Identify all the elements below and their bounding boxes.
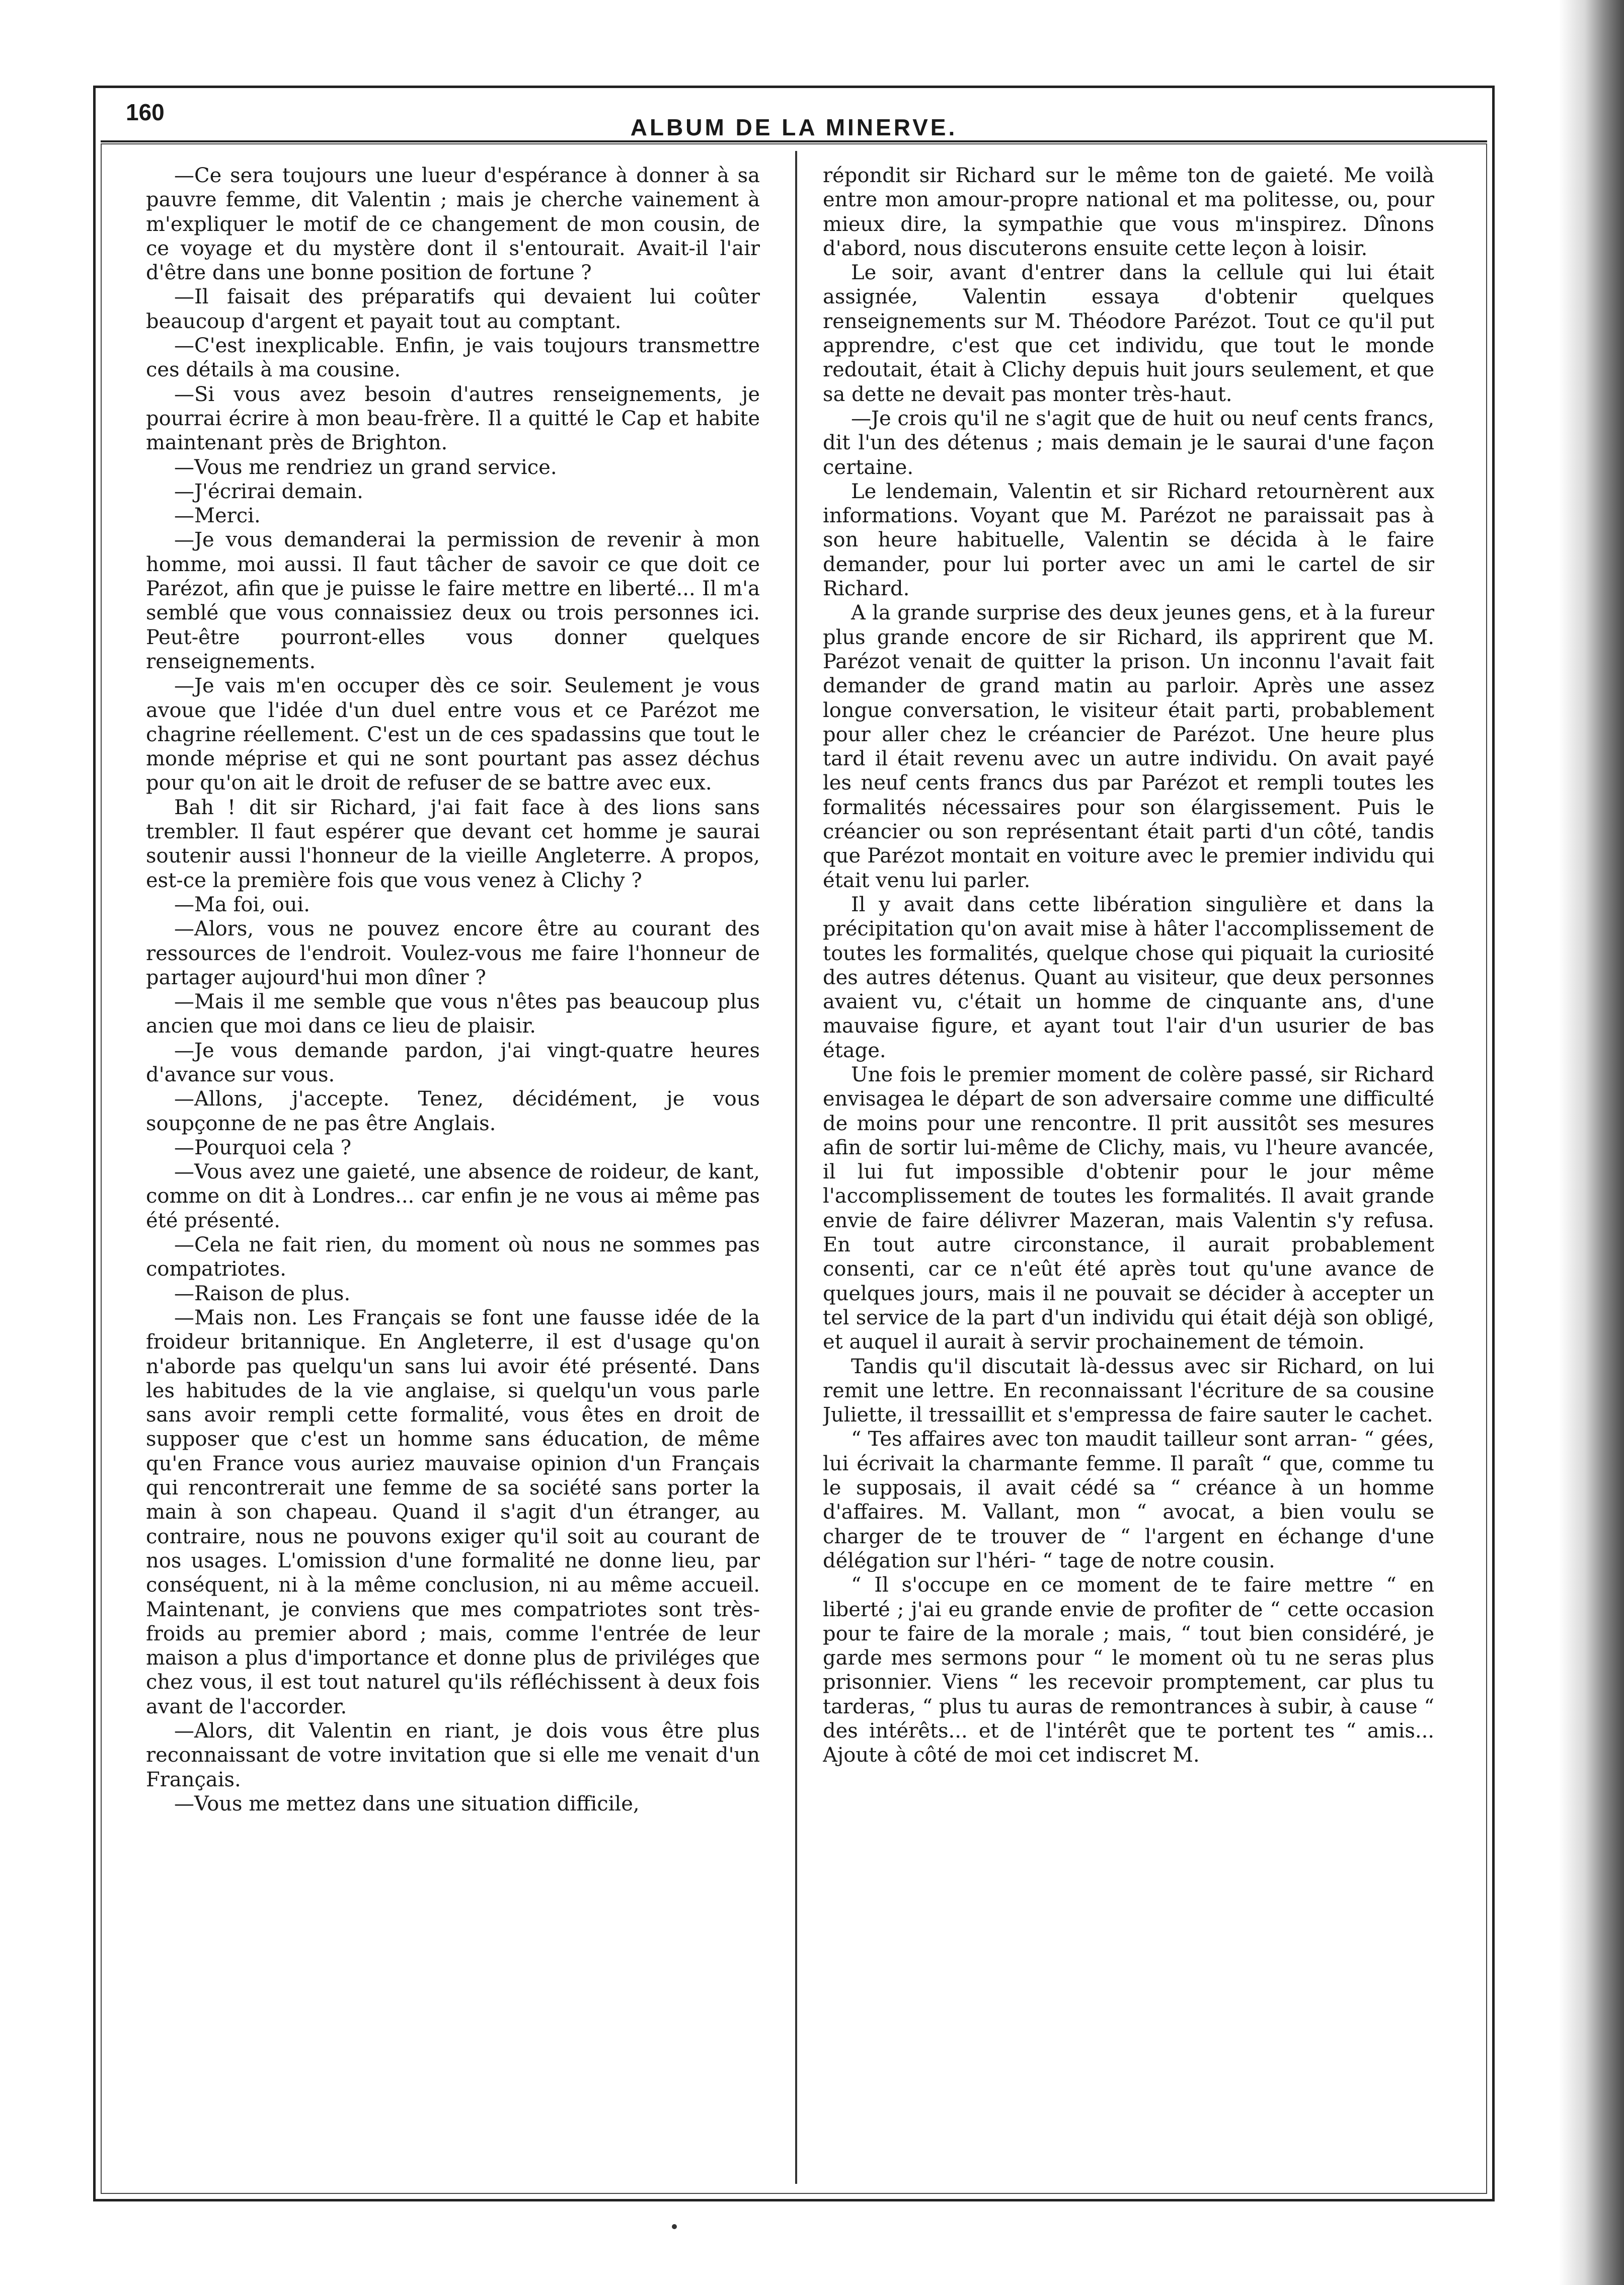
- paragraph: —Cela ne fait rien, du moment où nous ne sommes pas compatriotes.: [146, 1233, 760, 1281]
- paragraph: répondit sir Richard sur le même ton de gaieté. Me voilà entre mon amour-propre national et ma politesse, ou, pour mieux dire, la sympathie que vous m'inspirez. Dînons d'abord, nous discuterons ensuite cette leçon à loisir.: [823, 164, 1434, 260]
- paragraph: —J'écrirai demain.: [174, 480, 363, 503]
- paragraph: —Je vous demande pardon, j'ai vingt-quatre heures d'avance sur vous.: [146, 1039, 760, 1086]
- paragraph: Une fois le premier moment de colère passé, sir Richard envisagea le départ de son adversaire comme une difficulté de moins pour une rencontre. Il prit aussitôt ses mesures afin de sortir lui-même de Clichy, mais, vu l'heure avancée, il lui fut impossible d'obtenir pour le jour même l'accomplissement de toutes les formalités. Il avait grande envie de faire délivrer Mazeran, mais Valentin s'y refusa. En tout autre circonstance, il aurait probablement consenti, car ce n'eût été après tout qu'une avance de quelques jours, mais il ne pouvait se décider à accepter un tel service de la part d'un individu qui était déjà son obligé, et auquel il aurait à servir prochainement de témoin.: [823, 1063, 1434, 1354]
- running-title: ALBUM DE LA MINERVE.: [630, 114, 958, 140]
- paragraph: —C'est inexplicable. Enfin, je vais toujours transmettre ces détails à ma cousine.: [146, 334, 760, 382]
- paragraph: —Alors, vous ne pouvez encore être au courant des ressources de l'endroit. Voulez-vous me faire l'honneur de partager aujourd'hui mon dîner ?: [146, 917, 760, 989]
- paragraph: —Pourquoi cela ?: [174, 1136, 352, 1159]
- right-column: [823, 164, 1434, 2176]
- paragraph: —Mais il me semble que vous n'êtes pas beaucoup plus ancien que moi dans ce lieu de plaisir.: [146, 990, 760, 1038]
- paragraph: Tandis qu'il discutait là-dessus avec sir Richard, on lui remit une lettre. En reconnaissant l'écriture de sa cousine Juliette, il tressaillit et s'empressa de faire sauter le cachet.: [823, 1355, 1434, 1427]
- paragraph: —Allons, j'accepte. Tenez, décidément, je vous soupçonne de ne pas être Anglais.: [146, 1087, 760, 1135]
- paragraph: —Vous me mettez dans une situation difficile,: [174, 1792, 640, 1816]
- paragraph: Le lendemain, Valentin et sir Richard retournèrent aux informations. Voyant que M. Parézot ne paraissait pas à son heure habituelle, Valentin se décida à le faire demander, pour lui porter avec un ami le cartel de sir Richard.: [823, 480, 1434, 601]
- paragraph: —Raison de plus.: [174, 1282, 351, 1305]
- paragraph: —Je vous demanderai la permission de revenir à mon homme, moi aussi. Il faut tâcher de savoir ce que doit ce Parézot, afin que je puisse le faire mettre en liberté... Il m'a semblé que vous connaissiez deux ou trois personnes ici. Peut-être pourront-elles vous donner quelques renseignements.: [146, 528, 760, 673]
- paragraph: Il y avait dans cette libération singulière et dans la précipitation qu'on avait mise à hâter l'accomplissement de toutes les formalités, quelque chose qui piquait la curiosité des autres détenus. Quant au visiteur, que deux personnes avaient vu, c'était un homme de cinquante ans, d'une mauvaise figure, et ayant tout l'air d'un usurier de bas étage.: [823, 893, 1434, 1062]
- letter-paragraph: “ Il s'occupe en ce moment de te faire mettre “ en liberté ; j'ai eu grande envie de profiter de “ cette occasion pour te faire de la morale ; mais, “ tout bien considéré, je garde mes sermons pour “ le moment où tu ne seras plus prisonnier. Viens “ les recevoir promptement, car plus tu tarderas, “ plus tu auras de remontrances à subir, à cause “ des intérêts... et de l'intérêt que te portent tes “ amis... Ajoute à côté de moi cet indiscret M.: [823, 1573, 1434, 1767]
- page-header: [101, 90, 1487, 142]
- paragraph: —Mais non. Les Français se font une fausse idée de la froideur britannique. En Angleterre, il est d'usage qu'on n'aborde pas quelqu'un sans lui avoir été présenté. Dans les habitudes de la vie anglaise, si quelqu'un vous parle sans avoir rempli cette formalité, vous êtes en droit de supposer que c'est un homme sans éducation, de même qu'en France vous auriez mauvaise opinion d'un Français qui rencontrerait une femme de sa société sans porter la main à son chapeau. Quand il s'agit d'un étranger, au contraire, nous ne pouvons exiger qu'il soit au courant de nos usages. L'omission d'une formalité ne donne lieu, par conséquent, ni à la même conclusion, ni au même accueil. Maintenant, je conviens que mes compatriotes sont très-froids au premier abord ; mais, comme l'entrée de leur maison a plus d'importance et donne plus de priviléges que chez vous, il est tout naturel qu'ils réfléchissent à deux fois avant de l'accorder.: [146, 1306, 760, 1718]
- paragraph: Bah ! dit sir Richard, j'ai fait face à des lions sans trembler. Il faut espérer que devant cet homme je saurai soutenir aussi l'honneur de la vieille Angleterre. A propos, est-ce la première fois que vous venez à Clichy ?: [146, 796, 760, 892]
- left-column: [146, 164, 760, 2176]
- paragraph: —Je crois qu'il ne s'agit que de huit ou neuf cents francs, dit l'un des détenus ; mais demain je le saurai d'une façon certaine.: [823, 407, 1434, 479]
- column-divider: [795, 151, 797, 2184]
- binding-shadow: [1559, 0, 1624, 2285]
- paragraph: —Il faisait des préparatifs qui devaient lui coûter beaucoup d'argent et payait tout au comptant.: [146, 285, 760, 333]
- paragraph: Le soir, avant d'entrer dans la cellule qui lui était assignée, Valentin essaya d'obtenir quelques renseignements sur M. Théodore Parézot. Tout ce qu'il put apprendre, c'est que cet individu, que tout le monde redoutait, était à Clichy depuis huit jours seulement, et que sa dette ne devait pas monter très-haut.: [823, 261, 1434, 406]
- paragraph: —Ma foi, oui.: [174, 893, 310, 916]
- paragraph: —Je vais m'en occuper dès ce soir. Seulement je vous avoue que l'idée d'un duel entre vous et ce Parézot me chagrine réellement. C'est un de ces spadassins que tout le monde méprise et qui ne sont pourtant pas assez déchus pour qu'on ait le droit de refuser de se battre avec eux.: [146, 674, 760, 795]
- paragraph: A la grande surprise des deux jeunes gens, et à la fureur plus grande encore de sir Richard, ils apprirent que M. Parézot venait de quitter la prison. Un inconnu l'avait fait demander de grand matin au parloir. Après une assez longue conversation, le visiteur était parti, probablement pour aller chez le créancier de Parézot. Une heure plus tard il était revenu avec un autre individu. On avait payé les neuf cents francs dus par Parézot et rempli toutes les formalités nécessaires pour son élargissement. Puis le créancier ou son représentant était parti d'un côté, tandis que Parézot montait en voiture avec le premier individu qui était venu lui parler.: [823, 601, 1434, 892]
- paragraph: —Merci.: [174, 504, 261, 528]
- print-mark: [672, 2224, 677, 2229]
- paragraph: —Si vous avez besoin d'autres renseignements, je pourrai écrire à mon beau-frère. Il a quitté le Cap et habite maintenant près de Brighton.: [146, 382, 760, 455]
- page-number: 160: [126, 99, 165, 125]
- paragraph: —Vous avez une gaieté, une absence de roideur, de kant, comme on dit à Londres... car enfin je ne vous ai même pas été présenté.: [146, 1160, 760, 1232]
- letter-paragraph: “ Tes affaires avec ton maudit tailleur sont arran- “ gées, lui écrivait la charmante femme. Il paraît “ que, comme tu le supposais, il avait cédé sa “ créance à un homme d'affaires. M. Vallant, mon “ avocat, a bien voulu se charger de te trouver de “ l'argent en échange d'une délégation sur l'héri- “ tage de notre cousin.: [823, 1428, 1434, 1572]
- paragraph: —Ce sera toujours une lueur d'espérance à donner à sa pauvre femme, dit Valentin ; mais je cherche vainement à m'expliquer le motif de ce changement de mon cousin, de ce voyage et du mystère dont il s'entourait. Avait-il l'air d'être dans une bonne position de fortune ?: [146, 164, 760, 285]
- paragraph: —Alors, dit Valentin en riant, je dois vous être plus reconnaissant de votre invitation que si elle me venait d'un Français.: [146, 1719, 760, 1791]
- paragraph: —Vous me rendriez un grand service.: [174, 455, 557, 479]
